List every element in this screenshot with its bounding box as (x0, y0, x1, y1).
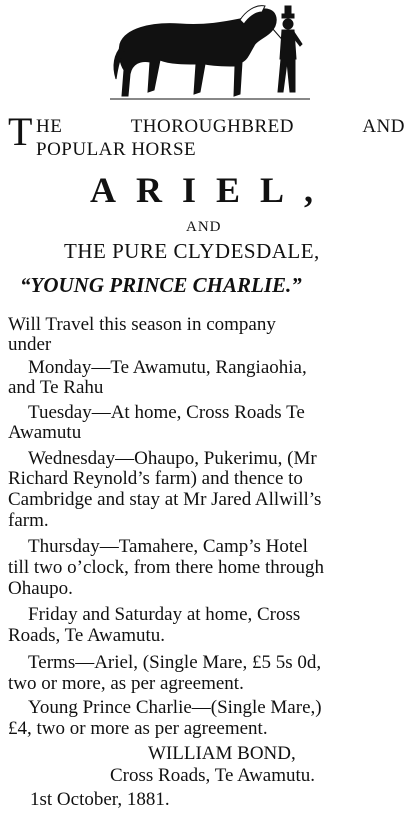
thursday-line-1: Thursday—Tamahere, Camp’s Hotel (28, 536, 308, 557)
tuesday-line-1: Tuesday—At home, Cross Roads Te (28, 402, 305, 423)
heading-line-1 (36, 117, 405, 137)
terms-line-2: two or more, as per agreement. (8, 673, 244, 694)
wednesday-line-3: Cambridge and stay at Mr Jared Allwill’s (8, 489, 322, 510)
heading-line-2: POPULAR HORSE (36, 139, 197, 160)
heading-word-he: HE (36, 116, 63, 137)
signature-name: WILLIAM BOND, (148, 743, 296, 764)
wednesday-line-1: Wednesday—Ohaupo, Pukerimu, (Mr (28, 448, 317, 469)
heading-clydesdale: THE PURE CLYDESDALE, (64, 239, 320, 263)
ypc-terms-line-1: Young Prince Charlie—(Single Mare,) (28, 697, 322, 718)
monday-line-2: and Te Rahu (8, 377, 104, 398)
heading-word-and: AND (362, 116, 405, 137)
ypc-terms-line-2: £4, two or more as per agreement. (8, 718, 268, 739)
horse-name-young-prince-charlie: “YOUNG PRINCE CHARLIE.” (20, 273, 302, 297)
thursday-line-2: till two o’clock, from there home through (8, 557, 325, 578)
horse-and-handler-illustration (110, 4, 310, 104)
monday-line-1: Monday—Te Awamutu, Rangiaohia, (28, 357, 307, 378)
ad-date: 1st October, 1881. (30, 789, 170, 810)
thursday-line-3: Ohaupo. (8, 578, 73, 599)
intro-line-2: under (8, 334, 52, 355)
tuesday-line-2: Awamutu (8, 422, 82, 443)
terms-line-1: Terms—Ariel, (Single Mare, £5 5s 0d, (28, 652, 322, 673)
friday-line-1: Friday and Saturday at home, Cross (28, 604, 301, 625)
heading-word-thoroughbred: THOROUGHBRED (130, 116, 294, 137)
friday-line-2: Roads, Te Awamutu. (8, 625, 166, 646)
horse-name-ariel: ARIEL, (90, 170, 334, 210)
wednesday-line-2: Richard Reynold’s farm) and thence to (8, 468, 303, 489)
drop-cap: T (8, 109, 33, 154)
signature-place: Cross Roads, Te Awamutu. (110, 765, 316, 786)
intro-line-1: Will Travel this season in company (8, 314, 276, 335)
wednesday-line-4: farm. (8, 510, 49, 531)
and-connector: AND (186, 219, 222, 235)
